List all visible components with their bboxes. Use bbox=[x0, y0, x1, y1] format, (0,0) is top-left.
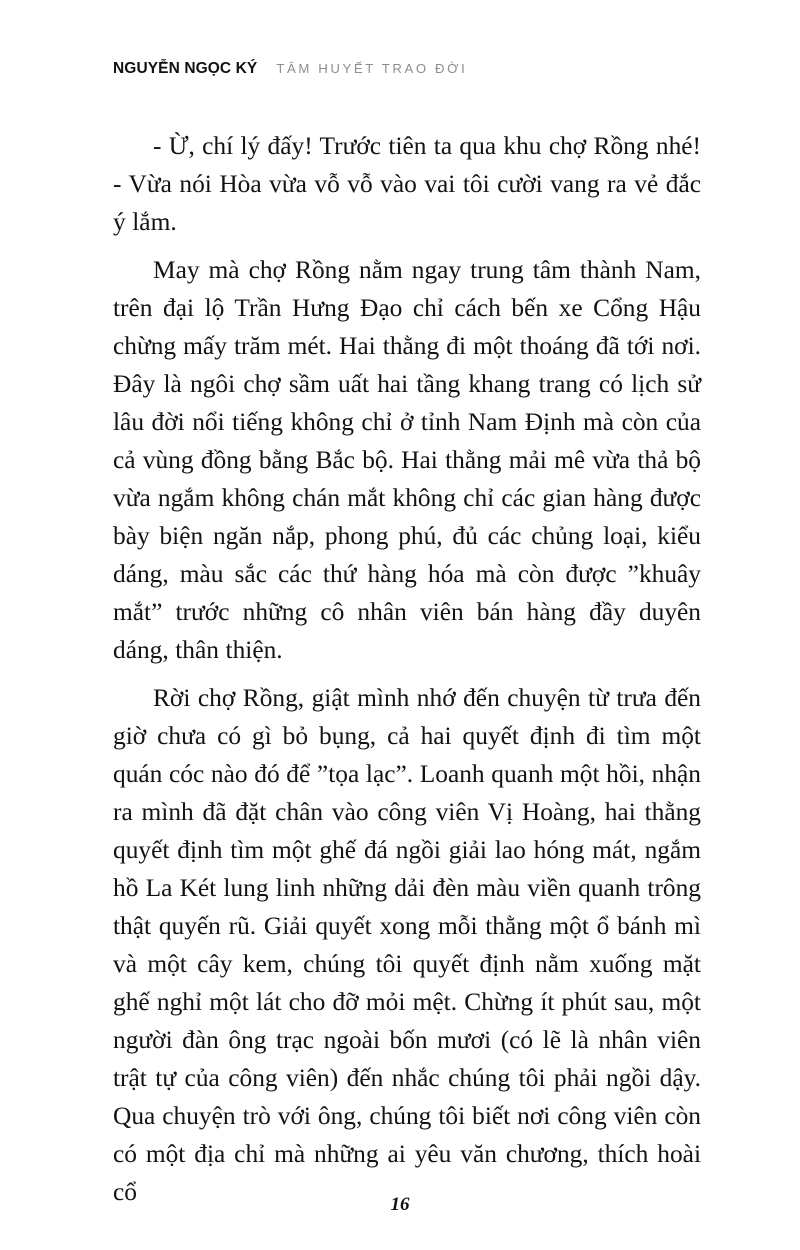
header-book-title: TÂM HUYẾT TRAO ĐỜI bbox=[276, 61, 468, 76]
running-header bbox=[113, 60, 467, 78]
paragraph: May mà chợ Rồng nằm ngay trung tâm thành Nam, trên đại lộ Trần Hưng Đạo chỉ cách bến xe Cổng Hậu chừng mấy trăm mét. Hai thằng đi một thoáng đã tới nơi. Đây là ngôi chợ sầm uất hai tầng khang trang có lịch sử lâu đời nổi tiếng không chỉ ở tỉnh Nam Định mà còn của cả vùng đồng bằng Bắc bộ. Hai thằng mải mê vừa thả bộ vừa ngắm không chán mắt không chỉ các gian hàng được bày biện ngăn nắp, phong phú, đủ các chủng loại, kiểu dáng, màu sắc các thứ hàng hóa mà còn được ”khuây mắt” trước những cô nhân viên bán hàng đầy duyên dáng, thân thiện. bbox=[113, 256, 701, 664]
paragraph: - Ừ, chí lý đấy! Trước tiên ta qua khu chợ Rồng nhé! - Vừa nói Hòa vừa vỗ vỗ vào vai tôi cười vang ra vẻ đắc ý lắm. bbox=[113, 132, 701, 236]
paragraph: Rời chợ Rồng, giật mình nhớ đến chuyện từ trưa đến giờ chưa có gì bỏ bụng, cả hai quyết định đi tìm một quán cóc nào đó để ”tọa lạc”. Loanh quanh một hồi, nhận ra mình đã đặt chân vào công viên Vị Hoàng, hai thằng quyết định tìm một ghế đá ngồi giải lao hóng mát, ngắm hồ La Két lung linh những dải đèn màu viền quanh trông thật quyến rũ. Giải quyết xong mỗi thằng một ổ bánh mì và một cây kem, chúng tôi quyết định nằm xuống mặt ghế nghỉ một lát cho đỡ mỏi mệt. Chừng ít phút sau, một người đàn ông trạc ngoài bốn mươi (có lẽ là nhân viên trật tự của công viên) đến nhắc chúng tôi phải ngồi dậy. Qua chuyện trò với ông, chúng tôi biết nơi công viên còn có một địa chỉ mà những ai yêu văn chương, thích hoài cổ bbox=[113, 684, 701, 1206]
body-text-block bbox=[113, 127, 701, 1211]
page-number: 16 bbox=[390, 1194, 410, 1215]
header-author-name: NGUYỄN NGỌC KÝ bbox=[113, 60, 258, 77]
